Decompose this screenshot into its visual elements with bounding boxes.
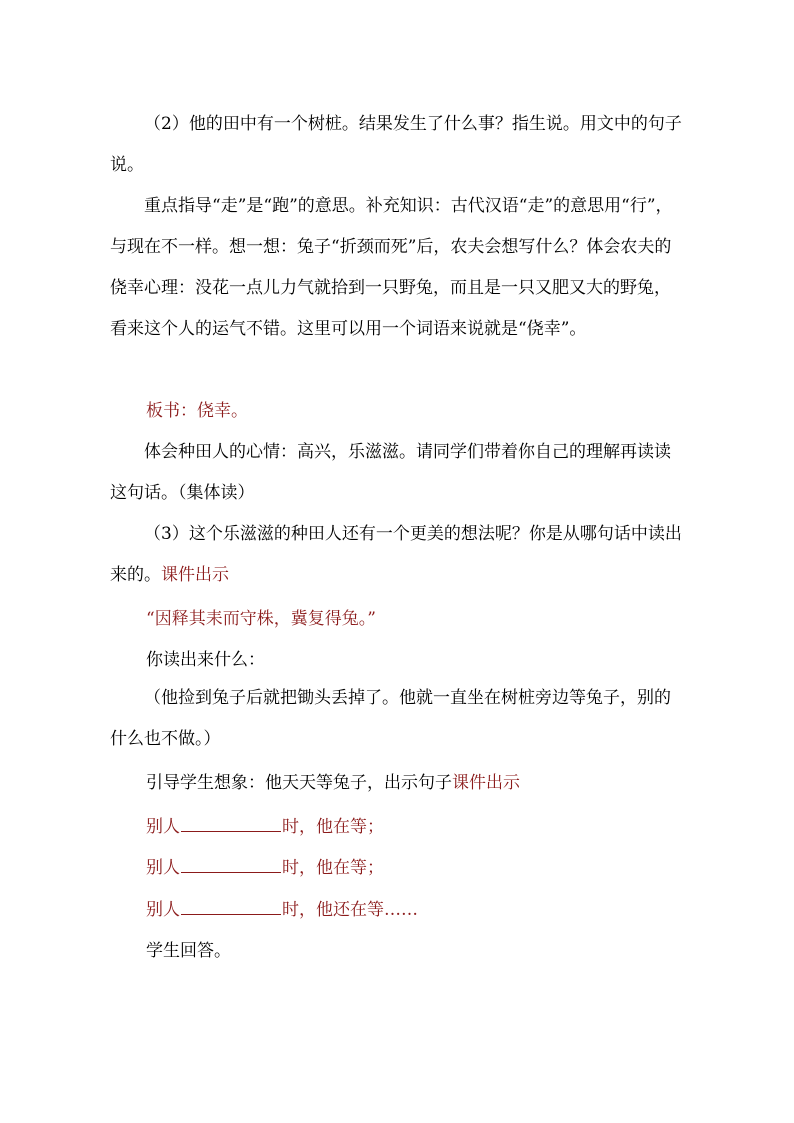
- paragraph-question-3: [110, 514, 685, 596]
- fill-line-2: [146, 857, 384, 879]
- fill-post: 时，他在等；: [282, 817, 384, 837]
- fill-line-1: [146, 816, 384, 838]
- paragraph-answer: （他捡到兔子后就把锄头丢掉了。他就一直坐在树桩旁边等兔子，别的什么也不做。）: [110, 688, 671, 749]
- fill-blank: [181, 858, 281, 873]
- fill-line-3: [146, 899, 418, 921]
- fill-blank: [181, 900, 281, 915]
- paragraph-question-2: （2）他的田中有一个树桩。结果发生了什么事？指生说。用文中的句子说。: [110, 114, 682, 175]
- fill-pre: 别人: [146, 900, 180, 920]
- courseware-note-2: 课件出示: [452, 773, 520, 793]
- paragraph-feeling: 体会种田人的心情：高兴，乐滋滋。请同学们带着你自己的理解再读读这句话。（集体读）: [110, 442, 671, 503]
- fill-blank: [181, 817, 281, 832]
- paragraph-guidance: 重点指导“走”是“跑”的意思。补充知识：古代汉语“走”的意思用“行”，与现在不一样。想一想：兔子“折颈而死”后，农夫会想写什么？体会农夫的侥幸心理：没花一点儿力气就拾到一只野兔，而且是一只又肥又大的野兔，看来这个人的运气不错。这里可以用一个词语来说就是“侥幸”。: [110, 196, 673, 339]
- guide-text: 引导学生想象：他天天等兔子，出示句子: [146, 773, 452, 793]
- board-note: 板书：侥幸。: [146, 401, 248, 421]
- fill-pre: 别人: [146, 817, 180, 837]
- fill-post: 时，他在等；: [282, 858, 384, 878]
- closing-line: 学生回答。: [146, 941, 231, 961]
- fill-post: 时，他还在等……: [282, 900, 418, 920]
- classical-quote: “因释其耒而守株，冀复得兔。”: [146, 609, 376, 629]
- prompt-read: 你读出来什么：: [146, 650, 265, 670]
- question-3-text: （3）这个乐滋滋的种田人还有一个更美的想法呢？你是从哪句话中读出来的。: [110, 524, 682, 585]
- courseware-note: 课件出示: [161, 565, 229, 585]
- guide-line: [146, 772, 520, 794]
- fill-pre: 别人: [146, 858, 180, 878]
